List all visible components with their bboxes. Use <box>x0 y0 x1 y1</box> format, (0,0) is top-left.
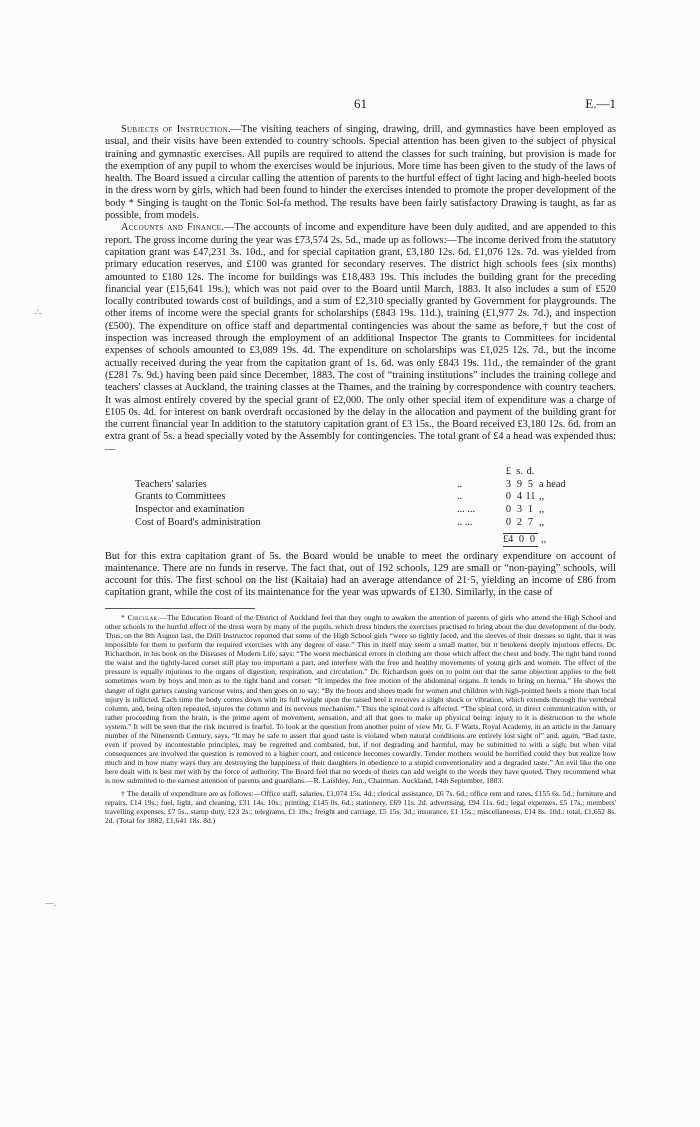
footnote-circular-text: —The Education Board of the District of Auckland feel that they ought to awaken the attention of parents of girls who attend the High School and other schools to the hurtful effect of the dress worn by many of the pupils, which dress hinders the exercises practised to bring about the due development of the body. Thus, on the 8th August last, the Drill Instructor reported that some of the High School girls “were so tightly laced, and the sleeves of their dresses so tight, that it was impossible for them to perform the required exercises with any degree of ease.” This in itself may seem a small matter, but it betokens deeply injurious effects. Dr. Richardson, in his book on the Diseases of Modern Life, says: “The worst mechanical errors in clothing are those which affect the chest and body. The tight band round the waist and the tightly-laced corset still play too important a part, and interfere with the free and healthy movements of young girls and women. The effect of the pressure is equally injurious to the organs of digestion, respiration, and circulation.” Dr. Richardson goes on to point out that the same objection applies to the belt sometimes worn by boys and men as to the tight band and corset: “It impedes the free motion of the abdominal organs. It tends to bring on hernia.” He shows the danger of tight garters causing varicose veins, and then goes on to say: “By the boots and shoes made for women and children with high-pointed heels a more than local injury is inflicted. Each time the body comes down with its full weight upon the raised heel it receives a slight shock or vibration, which extends through the vertebral column, and, being often repeated, injures the column and its nervous mechanism.” Thus the spinal cord is affected. “The spinal cord, in direct communication with, or rather proceeding from the brain, is the prime agent of movement, sensation, and all that goes to make up physical being: injury to it is destruction to the whole system.” It will be seen that the risk incurred is fearful. To look at the question from another point of view Mr. G. F Watts, Royal Academy, in an article in the January number of the Nineteenth Century, says, “It may be safe to assert that good taste is violated when natural conditions are entirely lost sight of” and, again, “Bad taste, even if proved by incontestable principles, may be regretted and combated, but, if not degrading and harmful, may be submitted to with a sigh; but when vital consequences are involved the question is removed to a higher court, and reticence becomes cowardly. Tender mothers would be horrified could they but realize how much and in how many ways they are destroying the happiness of their daughters in obedience to a stupid conventionality and a degraded taste.” An evil like the one here dealt with is best met with by the force of authority. The Board feel that no words of theirs can add weight to the words they have quoted. They recommend what is now submitted to the earnest attention of parents and guardians.—R. Laishley, Jun., Chairman. Auckland, 14th September, 1883. <box>105 612 616 786</box>
row-shillings: 9 <box>516 478 523 490</box>
footnote-circular <box>105 613 616 786</box>
col-header-shillings: s. <box>516 466 523 478</box>
row-suffix: ,, <box>539 491 545 503</box>
row-pounds: 0 <box>505 516 512 528</box>
paragraph-instruction-text: —The visiting teachers of singing, drawing, drill, and gymnastics have been employed as usual, and their visits have been extended to country schools. Special attention has been given to the subject of physical training and gymnastic exercises. All pupils are required to attend the classes for such training, but provision is made for the exemption of any pupil to whom the exercises would be injurious. More time has been given to the study of the laws of health. The Board issued a circular calling the attention of parents to the hurtful effect of tight lacing and high-heeled boots in the dress worn by girls, which had been found to hinder the exercises intended to promote the proper development of the body * Singing is taught on the Tonic Sol-fa method. The results have been fairly satisfactory Drawing is taught, as far as possible, from models. <box>105 124 616 222</box>
row-pounds: 0 <box>505 491 512 503</box>
row-suffix: ,, <box>539 516 545 528</box>
page-header <box>105 96 616 112</box>
footnote-expenditure-details: † The details of expenditure are as follows:—Office staff, salaries, £1,074 15s. 4d.; clerical assistance, £6 7s. 6d.; office rent and rates, £155 6s. 5d.; furniture and repairs, £14 19s.; fuel, light, and cleaning, £31 14s. 10s.; printing, £145 0s. 6d.; stationery, £69 11s. 2d. advertising, £94 11s. 6d.; legal expenses, £5 17s.; members' travelling expenses, £7 5s., stamp duty, £23 2s.; telegrams, £1 19s.; freight and carriage, £5 15s. 3d.; insurance, £1 15s.; miscellaneous, £14 8s. 10d.: total, £1,652 8s. 2d. (Total for 1882, £1,641 18s. 8d.) <box>105 788 616 825</box>
row-pence: 11 <box>525 491 536 503</box>
total-shillings: 0 <box>518 534 525 546</box>
paragraph-instruction <box>105 124 616 222</box>
row-label: Cost of Board's administration <box>135 516 261 528</box>
row-label: Inspector and examination <box>135 503 245 515</box>
col-header-pounds: £ <box>505 466 512 478</box>
margin-mark-top: -'- <box>34 308 42 318</box>
row-shillings: 4 <box>516 491 523 503</box>
total-pounds: £4 <box>503 534 514 546</box>
heading-subjects-of-instruction: Subjects of Instruction. <box>121 124 231 135</box>
table-row <box>105 504 616 517</box>
row-suffix: ,, <box>539 503 545 515</box>
page-code: E.—1 <box>585 96 616 111</box>
row-label: Teachers' salaries <box>135 478 207 490</box>
row-leader: .. <box>457 478 463 490</box>
row-pence: 1 <box>527 503 534 515</box>
paragraph-closing: But for this extra capitation grant of 5s. the Board would be unable to meet the ordinary expenditure on account of maintenance. There are no funds in reserve. The fact that, out of 192 schools, 129 are small or “non-paying” schools, will account for this. The first school on the list (Kaitaia) had an average attendance of 21·5, yielding an income of £86 from capitation grant, while the cost of its maintenance for the year was upwards of £130. Similarly, in the case of <box>105 550 616 599</box>
table-row <box>105 516 616 529</box>
row-leader: .. ... <box>457 516 473 528</box>
paragraph-finance <box>105 222 616 456</box>
heading-accounts-and-finance: Accounts and Finance. <box>121 222 225 234</box>
row-shillings: 3 <box>516 503 523 515</box>
expenditure-table <box>105 466 616 547</box>
total-rule <box>503 533 538 547</box>
paragraph-finance-text: —The accounts of income and expenditure have been duly audited, and are appended to this report. The gross income during the year was £73,574 2s. 5d., made up as follows:—The income derived from the statutory capitation grant was £47,231 3s. 10d., and for special capitation grant, £3,180 12s. 6d. £1,076 12s. 7d. was yielded from primary education reserves, and £100 was granted for secondary reserves. The district high schools fees (six months) amounted to £180 12s. The income for buildings was £18,483 19s. This includes the building grant for the preceding financial year (£15,641 19s.), which was not paid over to the Board until March, 1883. It also includes a sum of £520 locally contributed towards cost of buildings, and a sum of £2,310 specially granted by Government for playgrounds. The other items of income were the special grants for scholarships (£843 19s. 11d.), training (£1,977 2s. 7d.), and inspection (£500). The expenditure on office staff and departmental contingencies was about the same as before,† but the cost of inspection was increased through the employment of an additional Inspector The grants to Committees for incidental expenses of schools amounted to £3,089 19s. 4d. The expenditure on scholarships was £1,025 12s. 7d., but the income actually received during the year from the capitation grant of 1s. 6d. was only £843 19s. 11d., the remainder of the grant (£281 7s. 9d.) having been paid since December, 1883. The cost of “training institutions” includes the training college and teachers' classes at Auckland, the training classes at the Thames, and the training by correspondence with country teachers. It was almost entirely covered by the special grant of £2,000. The only other special item of expenditure was a charge of £105 0s. 4d. for interest on bank overdraft occasioned by the delay in the allocation and payment of the building grant for the current financial year In addition to the statutory capitation grant of £3 15s., the Board received £3,180 12s. 6d. from an extra grant of 5s. a head specially voted by the Assembly for contingencies. The total grant of £4 a head was expended thus:— <box>105 222 617 455</box>
row-shillings: 2 <box>516 516 523 528</box>
total-suffix: ,, <box>541 534 547 546</box>
row-pounds: 0 <box>505 503 512 515</box>
footnote-circular-heading: * Circular. <box>121 612 160 622</box>
page-number: 61 <box>354 96 367 111</box>
table-header <box>105 466 616 479</box>
footnote-rule <box>105 608 255 609</box>
body-text <box>105 124 616 825</box>
row-suffix: a head <box>539 478 566 490</box>
col-header-pence: d. <box>526 466 535 478</box>
total-pence: 0 <box>529 534 536 546</box>
row-pence: 7 <box>527 516 534 528</box>
table-row <box>105 491 616 504</box>
row-pence: 5 <box>527 478 534 490</box>
row-label: Grants to Committees <box>135 491 226 503</box>
row-pounds: 3 <box>505 478 512 490</box>
margin-mark-bottom: —. <box>45 898 57 908</box>
table-row <box>105 479 616 492</box>
table-total-row <box>105 534 616 547</box>
row-leader: .. <box>457 491 463 503</box>
row-leader: ... ... <box>457 503 476 515</box>
